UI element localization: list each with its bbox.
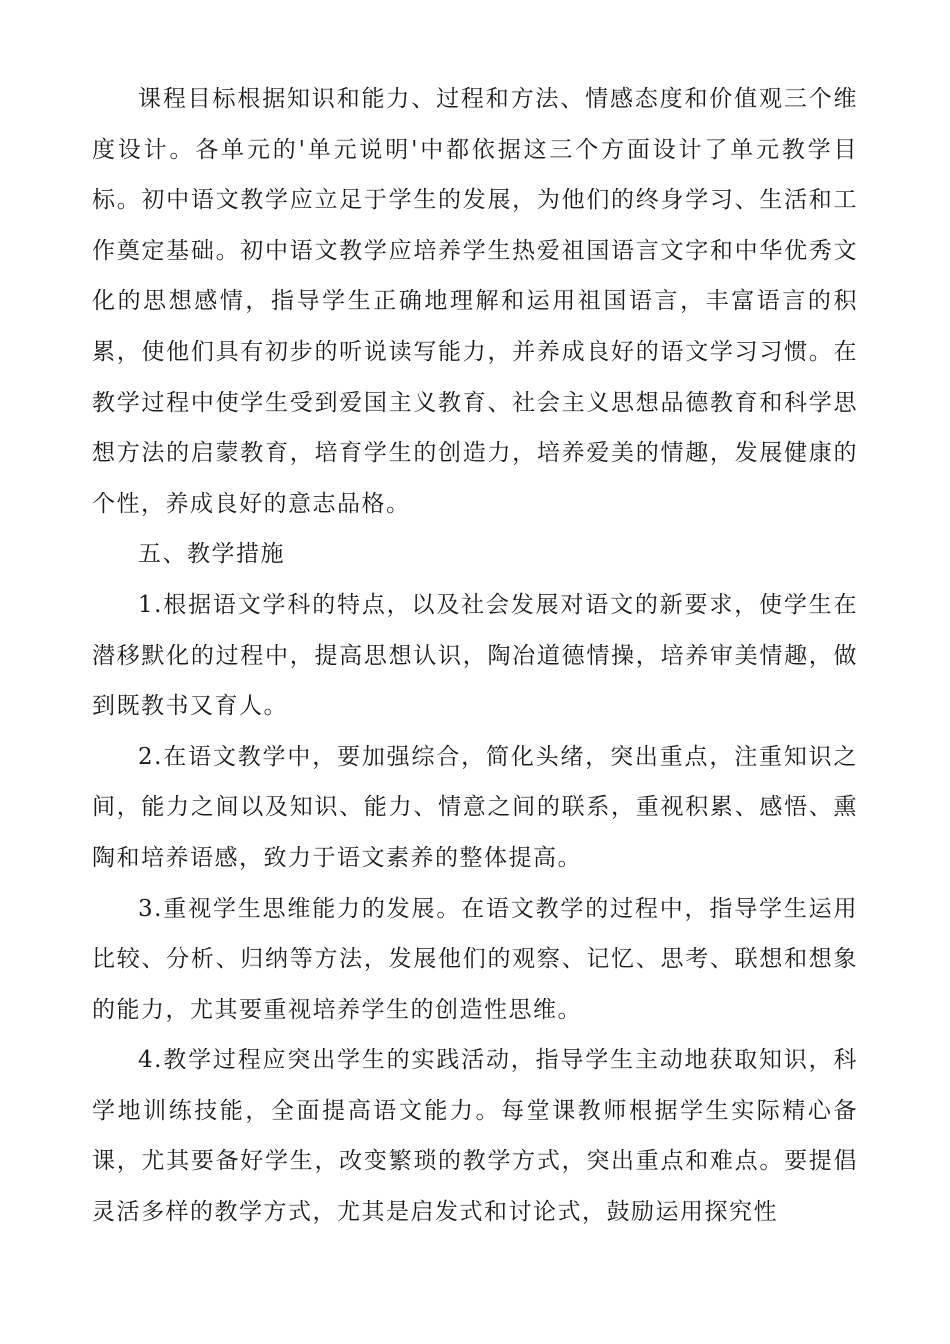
paragraph-course-goals: 课程目标根据知识和能力、过程和方法、情感态度和价值观三个维度设计。各单元的'单元说明'中都依据这三个方面设计了单元教学目标。初中语文教学应立足于学生的发展，为他们的终身学习、生活和工作奠定基础。初中语文教学应培养学生热爱祖国语言文字和中华优秀文化的思想感情，指导学生正确地理解和运用祖国语言，丰富语言的积累，使他们具有初步的听说读写能力，并养成良好的语文学习习惯。在教学过程中使学生受到爱国主义教育、社会主义思想品德教育和科学思想方法的启蒙教育，培育学生的创造力，培养爱美的情趣，发展健康的个性，养成良好的意志品格。: [92, 86, 858, 517]
paragraph-measure-2: 2.在语文教学中，要加强综合，简化头绪，突出重点，注重知识之间，能力之间以及知识、能力、情意之间的联系，重视积累、感悟、熏陶和培养语感，致力于语文素养的整体提高。: [92, 743, 858, 871]
paragraph-measure-1: 1.根据语文学科的特点，以及社会发展对语文的新要求，使学生在潜移默化的过程中，提高思想认识，陶冶道德情操，培养审美情趣，做到既教书又育人。: [92, 591, 858, 720]
section-heading-teaching-measures: 五、教学措施: [138, 541, 285, 568]
paragraph-measure-4: 4.教学过程应突出学生的实践活动，指导学生主动地获取知识，科学地训练技能，全面提高语文能力。每堂课教师根据学生实际精心备课，尤其要备好学生，改变繁琐的教学方式，突出重点和难点。要提倡灵活多样的教学方式，尤其是启发式和讨论式，鼓励运用探究性: [92, 1047, 858, 1226]
document-body: [92, 74, 858, 1238]
paragraph-measure-3: 3.重视学生思维能力的发展。在语文教学的过程中，指导学生运用比较、分析、归纳等方法，发展他们的观察、记忆、思考、联想和想象的能力，尤其要重视培养学生的创造性思维。: [92, 895, 858, 1023]
